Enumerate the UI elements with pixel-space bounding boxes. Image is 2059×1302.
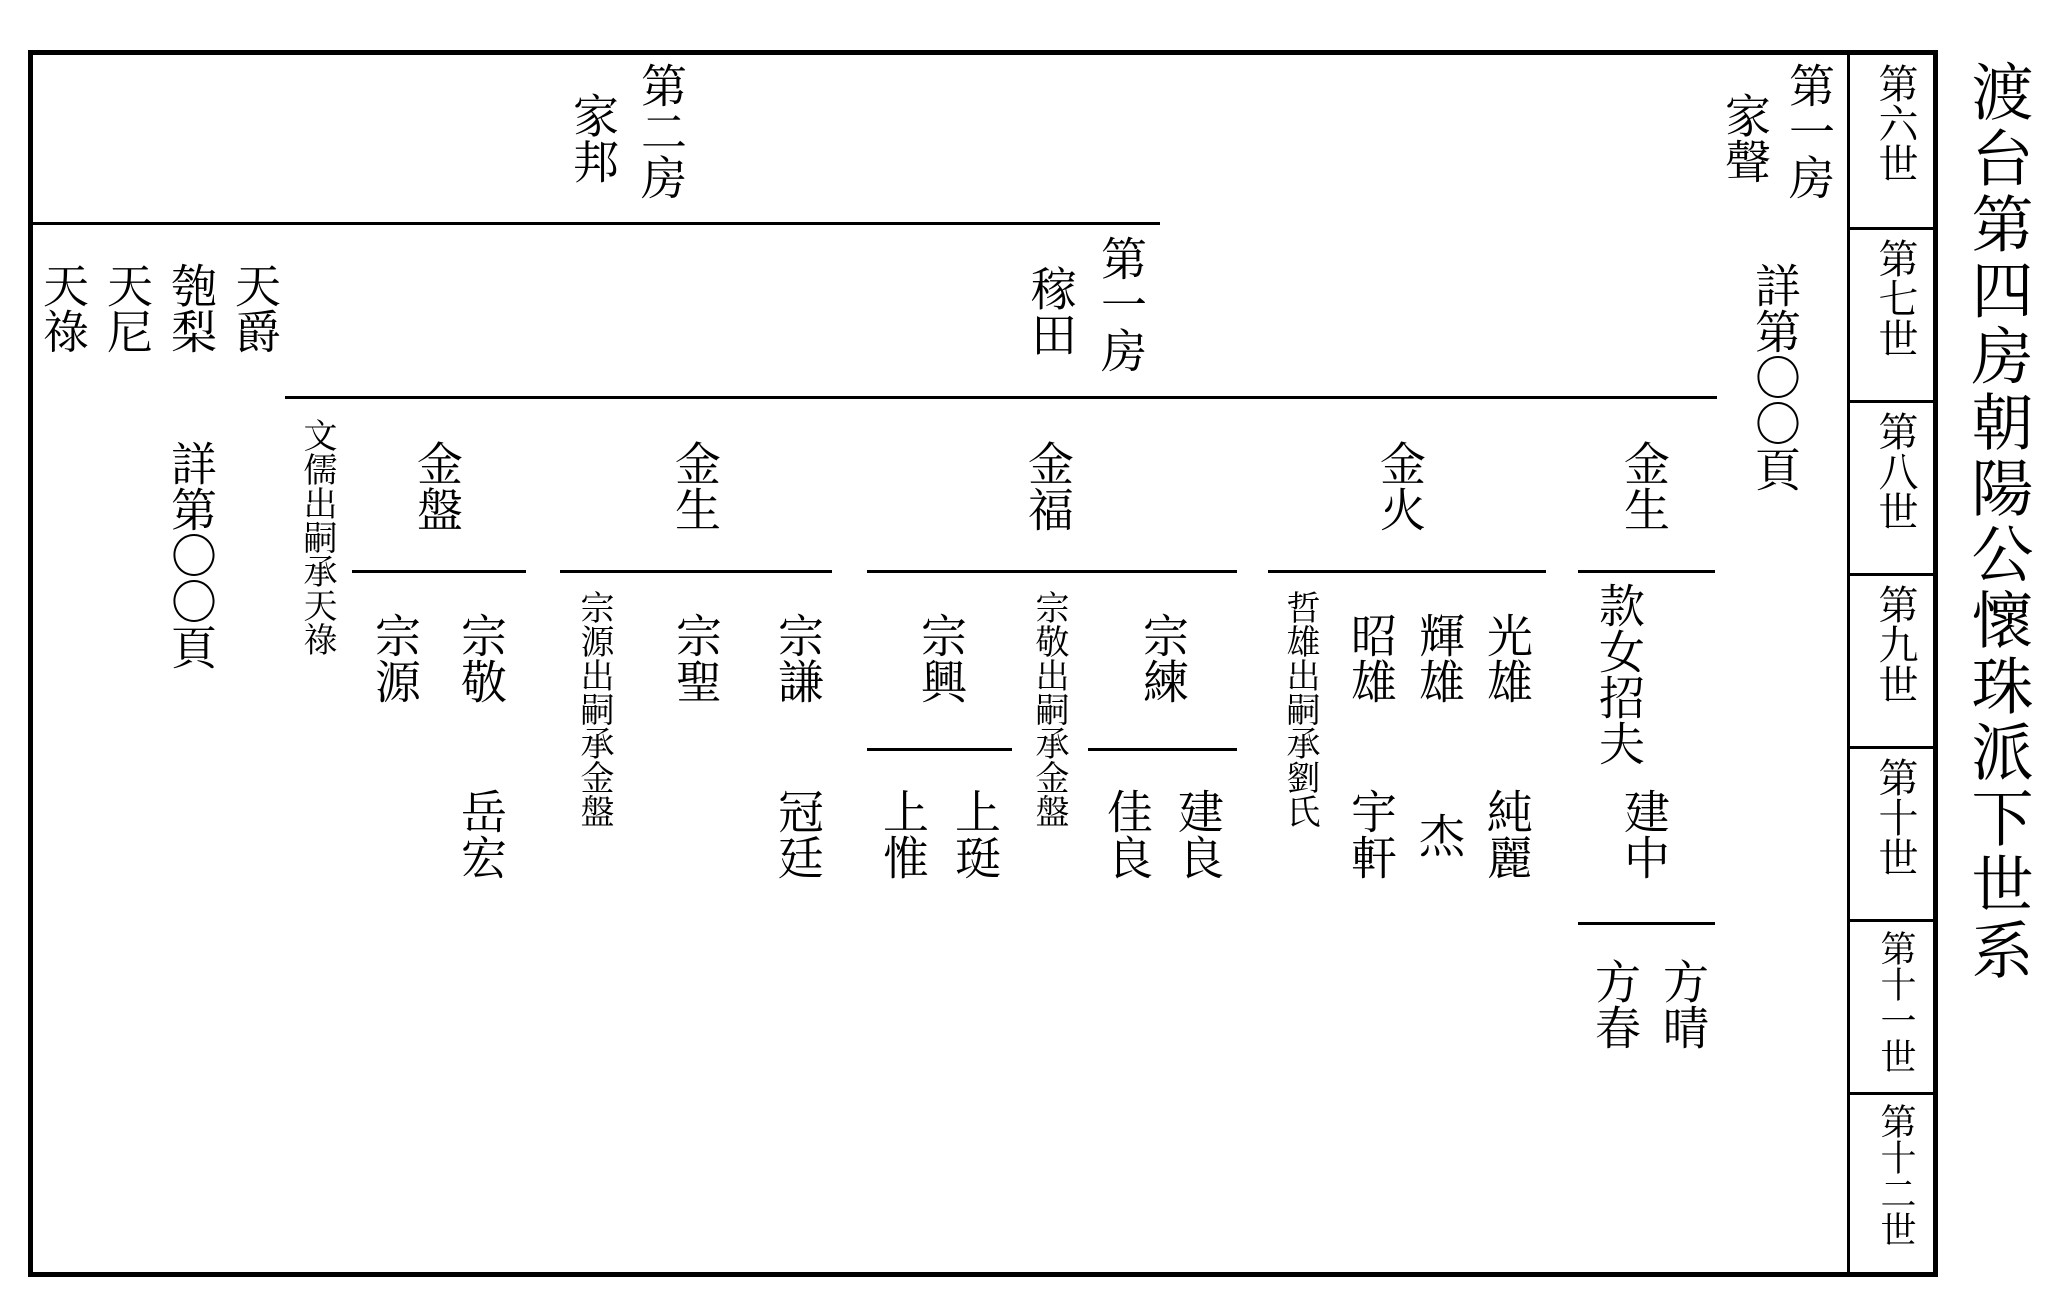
branch-2-line [33,222,1160,225]
branch-1-name: 家聲 [1718,92,1772,184]
gen9-zonglian: 宗練 [1136,612,1190,704]
gen8-name-jinfu: 金福 [1021,440,1075,532]
jinsheng-1-children-line [1578,570,1715,573]
gen9-zongjing: 宗敬 [454,612,508,704]
gen9-zongyuan-adoption-note: 宗源出嗣承金盤 [574,590,614,828]
gen10-chunli: 純麗 [1480,788,1534,880]
gen7-name-tianjue: 天爵 [228,262,282,354]
gen10-jialiang: 佳良 [1100,788,1154,880]
gen10-guanting: 冠廷 [771,788,825,880]
gen9-zongjing-adoption-note: 宗敬出嗣承金盤 [1029,590,1069,828]
gen11-fangqing: 方晴 [1656,958,1710,1050]
jinfu-children-line [867,570,1237,573]
generation-label-9: 第九世 [1872,584,1918,704]
gen8-name-jinsheng-1: 金生 [1617,440,1671,532]
gen10-jie: 杰 [1412,812,1466,858]
gen10-shangwei: 上惟 [876,788,930,880]
gen8-adoption-note: 文儒出嗣承天祿 [297,418,337,656]
gen11-fangchun: 方春 [1588,958,1642,1050]
zongxing-children-line [867,748,1012,751]
gen8-name-jinpan: 金盤 [410,440,464,532]
gen9-kuan-nu-zhaofu: 款女招夫 [1592,582,1646,766]
generation-label-12: 第十二世 [1875,1103,1916,1247]
page-title: 渡台第四房朝陽公懷珠派下世系 [1961,60,2034,984]
gen7-name-tianlu: 天祿 [36,262,90,354]
gen9-zhexiong-adoption-note: 哲雄出嗣承劉氏 [1280,590,1320,828]
gen9-zongyuan: 宗源 [368,612,422,704]
gen7-branch-label: 第一房 [1094,235,1148,373]
generation-label-11: 第十一世 [1875,930,1916,1074]
generation-label-8: 第八世 [1872,411,1918,531]
jianzhong-children-line [1578,922,1715,925]
gen10-jianliang: 建良 [1171,788,1225,880]
gen9-zongqian: 宗謙 [771,612,825,704]
branch-1-ref-page: 詳第〇〇頁 [1748,262,1802,492]
gen7-name-tianni: 天尼 [100,262,154,354]
gen7-branch-name: 稼田 [1024,265,1078,357]
gen10-yuehong: 岳宏 [454,788,508,880]
zonglian-children-line [1088,748,1237,751]
jinsheng-2-children-line [560,570,832,573]
jinhuo-children-line [1268,570,1546,573]
gen9-zhaoxiong: 昭雄 [1344,612,1398,704]
jinpan-children-line [352,570,526,573]
branch-2-label: 第二房 [634,62,688,200]
gen9-guangxiong: 光雄 [1480,612,1534,704]
generation-label-10: 第十世 [1872,757,1918,877]
gen10-jianzhong: 建中 [1617,788,1671,880]
branch-1-label: 第一房 [1782,62,1836,200]
branch-2-name: 家邦 [566,92,620,184]
gen8-children-line [285,396,1717,399]
generation-label-7: 第七世 [1872,238,1918,358]
gen9-zongxing: 宗興 [914,612,968,704]
genealogy-frame [28,50,1938,1277]
gen8-name-jinsheng-2: 金生 [668,440,722,532]
gen8-name-jinhuo: 金火 [1373,440,1427,532]
gen10-shangting: 上珽 [948,788,1002,880]
gen9-huixiong: 輝雄 [1412,612,1466,704]
gen9-zongsheng: 宗聖 [669,612,723,704]
gen7-paoli-ref-page: 詳第〇〇頁 [164,440,218,670]
gen10-yuxuan: 宇軒 [1344,788,1398,880]
generation-label-6: 第六世 [1872,63,1918,183]
gen7-name-paoli: 匏梨 [164,262,218,354]
